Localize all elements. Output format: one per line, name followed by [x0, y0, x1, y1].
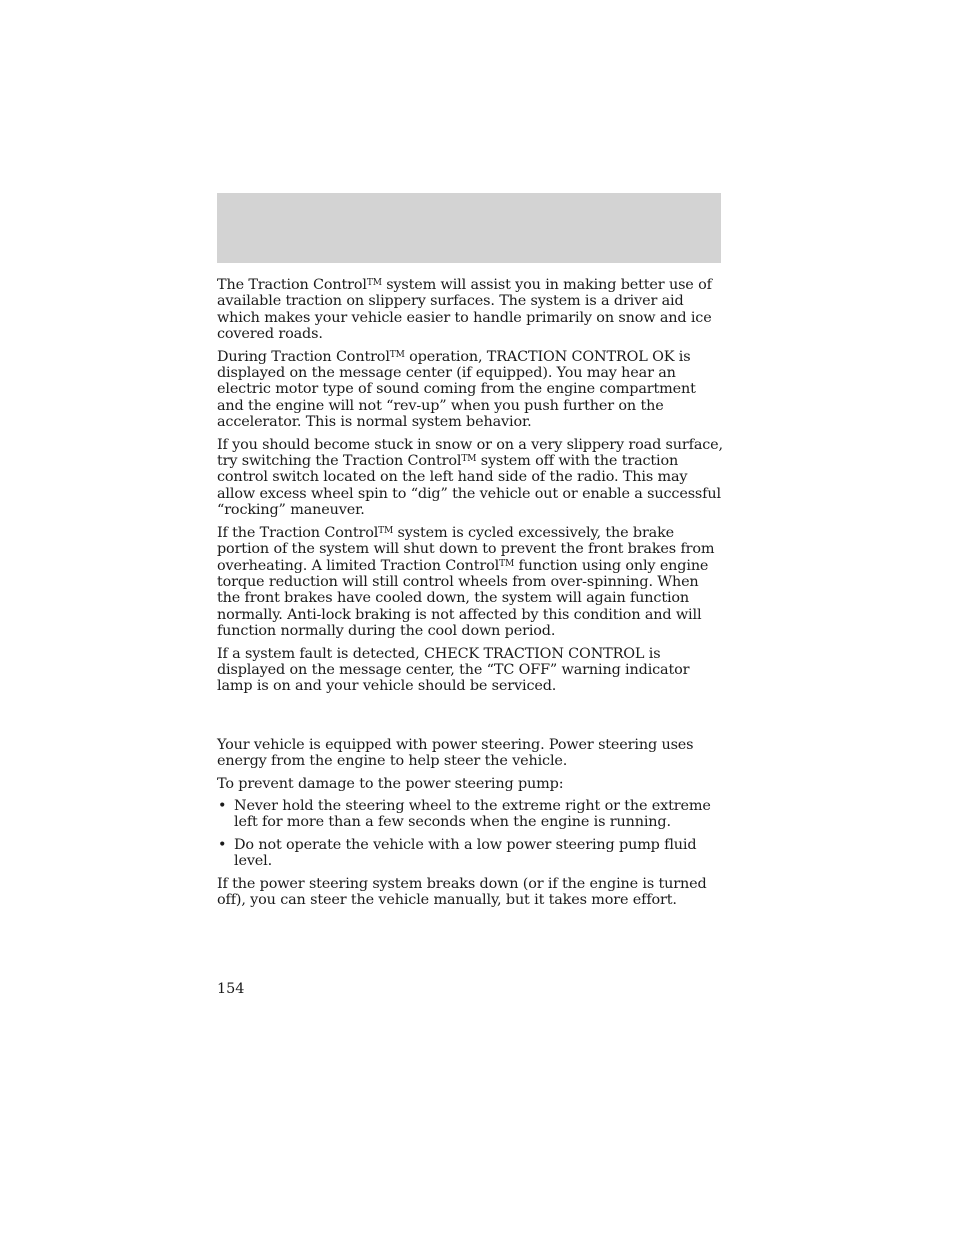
text-span: operation, TRACTION CONTROL OK is displayed on the message center (if equipped). You may hear an electric motor type of sound coming from the engine compartment and the engine will not “rev-up” when you push further on the accelerator. This is normal system behavior. — [217, 348, 696, 431]
page-number: 154 — [217, 981, 245, 997]
trademark-mark: TM — [499, 558, 515, 569]
steering-intro: Your vehicle is equipped with power steering. Power steering uses energy from the engine to help steer the vehicle. — [217, 736, 694, 770]
traction-paragraph-5: If a system fault is detected, CHECK TRACTION CONTROL is displayed on the message center, the “TC OFF” warning indicator lamp is on and your vehicle should be serviced. — [217, 645, 690, 695]
text-span: If you should become stuck in snow or on a very slippery road surface, try switching the Traction Control — [217, 436, 723, 470]
text-span: system is cycled excessively, the brake portion of the system will shut down to prevent the front brakes from overheating. A limited Traction Control — [217, 524, 715, 574]
text-span: If the Traction Control — [217, 524, 379, 541]
page-content — [217, 277, 725, 914]
traction-paragraph-3 — [217, 437, 725, 519]
text-span: system off with the traction control switch located on the left hand side of the radio. This may allow excess wheel spin to “dig” the vehicle out or enable a successful “rocking” maneuver. — [217, 453, 721, 519]
section-gap — [217, 701, 725, 737]
bullet-icon: • — [218, 797, 227, 814]
list-item — [217, 798, 725, 831]
steering-bullet-list — [217, 798, 725, 870]
text-span: function using only engine torque reduction will still control wheels from over-spinning. When the front brakes have cooled down, the system will again function normally. Anti-lock braking is not affected by this condition and will function normally during the cool down period. — [217, 557, 709, 640]
trademark-mark: TM — [389, 349, 405, 360]
trademark-mark: TM — [366, 278, 382, 288]
trademark-mark: TM — [461, 454, 477, 465]
text-span: system will assist you in making better use of available traction on slippery surfaces. The system is a driver aid which makes your vehicle easier to handle primarily on snow and ice covered roads. — [217, 277, 712, 343]
steering-prevent-label: To prevent damage to the power steering pump: — [217, 775, 564, 792]
section-header-band — [217, 193, 721, 263]
list-item-text: Never hold the steering wheel to the extreme right or the extreme left for more than a few seconds when the engine is running. — [234, 797, 711, 831]
bullet-icon: • — [218, 836, 227, 853]
trademark-mark: TM — [378, 525, 394, 536]
list-item — [217, 837, 725, 870]
list-item-text: Do not operate the vehicle with a low power steering pump fluid level. — [234, 836, 697, 870]
traction-paragraph-2 — [217, 349, 725, 431]
text-span: During Traction Control — [217, 348, 390, 365]
traction-paragraph-4 — [217, 525, 725, 640]
steering-closing: If the power steering system breaks down (or if the engine is turned off), you can steer the vehicle manually, but it takes more effort. — [217, 875, 707, 908]
traction-paragraph-1 — [217, 277, 725, 343]
text-span: The Traction Control — [217, 277, 367, 293]
